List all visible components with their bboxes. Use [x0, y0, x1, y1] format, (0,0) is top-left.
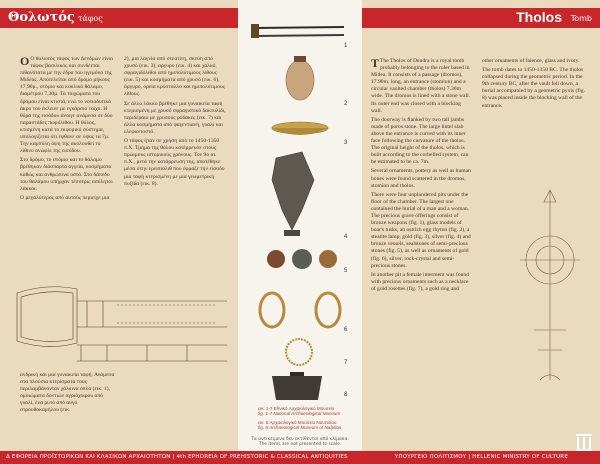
- ornament-drawing: [510, 180, 590, 390]
- caption-english-1: fig. 1-7 National Archaeological Museum: [258, 411, 341, 417]
- fig-number-1: 1: [344, 43, 348, 49]
- bottom-strip: [0, 451, 600, 464]
- english-text-column-2: [482, 58, 591, 112]
- bronze-sword-image: [248, 18, 348, 48]
- gold-jewellery-image: [252, 288, 348, 334]
- english-text-column-1: [371, 58, 473, 295]
- english-subtitle: Tomb: [570, 14, 592, 23]
- greek-text-column-2: [124, 56, 228, 190]
- tomb-plan-drawing: [7, 283, 233, 369]
- scale-note-english: The items are not presented to scale.: [258, 442, 342, 447]
- silver-vessel-image: [262, 150, 322, 240]
- sealstones-image: [262, 244, 342, 274]
- gold-cup-image: [262, 118, 340, 140]
- fig-number-5: 5: [344, 268, 348, 274]
- geometric-pyxis-image: [262, 370, 332, 406]
- english-title: Tholos: [516, 9, 562, 25]
- fig-number-7: 7: [344, 360, 348, 366]
- ministry-emblem-icon: [574, 430, 594, 454]
- greek-subtitle: τάφος: [78, 14, 103, 23]
- image-captions: [258, 406, 354, 434]
- ephoreia-label: Δ ΕΦΟΡΕΙΑ ΠΡΟΪΣΤΟΡΙΚΩΝ ΚΑΙ ΚΛΑΣΙΚΩΝ ΑΡΧΑΙΟΤΗΤΩΝ | 4th EPHOREIA OF PREHISTORIC & CLASSICAL ANTIQUITIES: [6, 454, 348, 460]
- greek-paragraph-5: Σε άλλο λάκκο βρέθηκε μια γυναικεία ταφή κτερισμένη με χρυσό σφραγιστικό δακτυλίδι, περιδέραιο με χρυσούς ρόδακες (εικ. 7) και άλλα κοσμήματα από φαγεντιανή, γυαλί και ελεφαντοστό.: [124, 100, 226, 135]
- english-paragraph-7: The tomb dates to 1450-1350 BC. The tholos collapsed during the geometric period. In the 9th century BC, after the vault fell down, a burial accompanied by a geometric pyxis (fig. 8) was placed inside the blocking wall of the entrance.: [482, 67, 585, 109]
- caption-greek-1: εικ. 1-7 Εθνικό Αρχαιολογικό Μουσείο: [258, 406, 335, 411]
- greek-paragraph-6: Ο τάφος ήταν σε χρήση από το 1450-1350 π.Χ. Τμήμα της θόλου κατέρρευσε στους πρώιμους ιστορικούς χρόνους. Τον 9ο αι. π.Χ., μετά την κατάρρευση της, αποτέθηκε μέσα στην ερειπιόλιθ που έφραζε την είσοδο μια ταφή κτερισμένη με μια γεωμετρική πυξίδα (εικ. 8).: [124, 138, 225, 187]
- greek-text-column-1: [20, 56, 115, 204]
- scale-note-greek: Τα αντικείμενα δεν εκτίθενται από κλίμακα.: [251, 437, 349, 442]
- greek-paragraph-2: Στο δρόμο, το στόμιο και το θάλαμο βρέθηκαν διάσπαρτα αγγεία, κοσμήματα καθώς και ανθρώπινα οστά. Στο δάπεδο του θαλάμου υπήρχαν τέσσερις ασύλητοι λάκκοι.: [20, 157, 113, 192]
- greek-text-column-1-continued: [20, 372, 115, 417]
- english-paragraph-1: The Tholos of Dendra is a royal tomb probably belonging to the ruler based in Midea. It consists of a passage (dromos), 17.90m. long, an entrance (stomion) and a circular vaulted chamber (tholos) 7.30m wide. The dromos is lined with a stone wall. Its outer end was closed with a blocking wall.: [371, 58, 471, 114]
- scale-note: [238, 437, 362, 447]
- greek-paragraph-1: Ο θολωτός τάφος των Δενδρών είναι τάφος βασιλικός και συνδέεται πιθανότατα με την έδρα του ηγεμόνα της Μιδέας. Αποτελείται από δρόμο μήκους 17,90μ., στόμιο και κυκλικό θάλαμο, διαμέτρου 7,30μ. Τα τοιχώματα του δρόμου είναι κτιστά, ενώ το νοτιοδυτικό άκρο του έκλεινε με εγκάρσιο τοίχο. Η θύρα της εισόδου άνοιγε ανάμεσα σε δύο παραστάδες πωρόλιθου. Η θόλος, κτισμένη κατά το εκφορικό σύστημα, υπολογίζεται ότι έφθανε σε ύψος τα 7μ. Την καμπύλη όψη της ακολουθεί το λίθινο ανώφλι της εισόδου.: [20, 56, 114, 155]
- ostrich-egg-rhyton-image: [280, 52, 320, 104]
- greek-paragraph-7: ανδρική και μια γυναικεία ταφή. Ανάμεσα στα πλούσια κτερίσματα τους περιλαμβάνονταν χάλκινα όπλα (εικ. 1), ομοιώματα δοντιών αγριόχοιρου από γυαλί, ένα ρυτό από αυγό στρουθοκαμήλου (εικ.: [20, 372, 115, 414]
- english-paragraph-3: Several ornaments, pottery as well as human bones were found scattered in the dromos, stomion and tholos.: [371, 168, 471, 189]
- fig-number-6: 6: [344, 327, 348, 333]
- english-paragraph-6: other ornaments of faience, glass and ivory.: [482, 58, 580, 64]
- caption-greek-2: εικ. 8 Αρχαιολογικό Μουσείο Ναυπλίου: [258, 419, 337, 425]
- ministry-label: ΥΠΟΥΡΓΕΙΟ ΠΟΛΙΤΙΣΜΟΥ | HELLENIC MINISTRY OF CULTURE: [394, 454, 568, 460]
- greek-title-bar: [0, 8, 238, 28]
- greek-dropcap: Ο: [20, 54, 30, 68]
- english-paragraph-4: There were four unplundered pits under the floor of the chamber. The largest one contained the burial of a man and a woman. The precious grave offerings consist of bronze weapons (fig. 1), glass models of boar's tusks, an ostrich egg rhyton (fig. 2), a steatite lamp, gold (fig. 3), silver (fig. 4) and bronze vessels, sealstones of semi-precious stones (fig. 5), as well as ornaments of gold (fig. 6), silver, rock-crystal and semi-precious stones.: [371, 191, 471, 269]
- greek-title: Θολωτός: [8, 10, 75, 25]
- fig-number-2: 2: [344, 101, 348, 107]
- english-paragraph-5: In another pit a female interment was found with precious ornaments such as a necklace of gold rosettes (fig. 7), a gold ring and: [371, 271, 470, 292]
- english-paragraph-2: The doorway is flanked by two tall jambs made of poros stone. The large lintel slab above the entrance is curved with its inner face following the curvature of the tholos. The original height of the tholos, which is built according to the corbelled system, can be estimated to be ca. 7m.: [371, 116, 469, 166]
- fig-number-3: 3: [344, 140, 348, 146]
- caption-english-2: fig. 8 Archaeological Museum of Nafplion: [258, 425, 342, 431]
- fig-number-4: 4: [344, 234, 348, 240]
- greek-paragraph-4: 2), μια λαγνία από στεατίτη, σκεύη από χρυσό (εικ. 3), αργυρο (εικ. 4) και χαλκό, σφραγιδόλιθοι από ημιπολύτιμους λίθους (εικ. 5) και κοσμήματα από χρυσό (εικ. 6), άργυρο, ορεία κρύσταλλο και ημιπολύτιμους λίθους.: [124, 56, 225, 98]
- gold-rosette-necklace-image: [276, 336, 322, 368]
- greek-paragraph-3: Ο μεγαλύτερος από αυτούς περιείχε μια: [20, 194, 110, 201]
- english-title-bar: [362, 8, 600, 28]
- english-dropcap: T: [371, 56, 380, 70]
- fig-number-8: 8: [344, 392, 348, 398]
